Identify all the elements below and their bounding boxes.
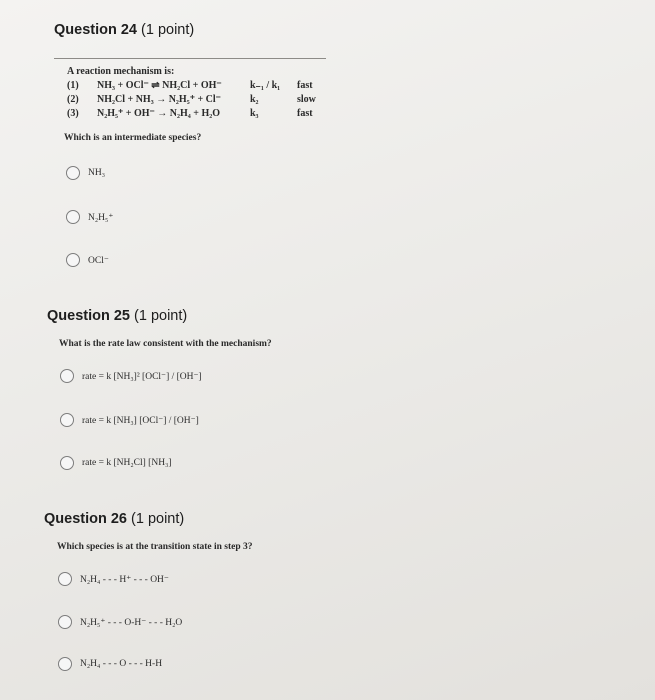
mechanism-step-3: (3) N₂H₅⁺ + OH⁻ → N₂H₄ + H₂O k₃ fast xyxy=(67,108,313,119)
answer-option[interactable]: rate = k [NH₂Cl] [NH₃] xyxy=(60,453,172,473)
answer-option[interactable]: N₂H₄ - - - O - - - H-H xyxy=(58,654,162,674)
answer-option[interactable]: N₂H₅⁺ - - - O-H⁻ - - - H₂O xyxy=(58,612,182,632)
question-24-points: (1 point) xyxy=(141,22,195,38)
answer-option[interactable]: OCl⁻ xyxy=(66,250,109,270)
question-25-points: (1 point) xyxy=(134,308,188,324)
radio-button[interactable] xyxy=(58,572,72,586)
radio-button[interactable] xyxy=(66,210,80,224)
question-24-prompt: Which is an intermediate species? xyxy=(64,133,202,143)
mechanism-block xyxy=(67,66,316,122)
answer-option[interactable]: N₂H₄ - - - H⁺ - - - OH⁻ xyxy=(58,569,169,589)
radio-button[interactable] xyxy=(58,657,72,671)
divider xyxy=(54,58,326,59)
answer-option[interactable]: NH₃ xyxy=(66,163,105,183)
answer-option[interactable]: N₂H₅⁺ xyxy=(66,207,113,227)
radio-button[interactable] xyxy=(60,369,74,383)
question-25-title: Question 25 (1 point) xyxy=(47,308,188,324)
question-25-prompt: What is the rate law consistent with the mechanism? xyxy=(59,339,272,349)
answer-option[interactable]: rate = k [NH₃]² [OCl⁻] / [OH⁻] xyxy=(60,366,202,386)
question-24-title: Question 24 (1 point) xyxy=(54,22,195,38)
mechanism-step-2: (2) NH₂Cl + NH₃ → N₂H₅⁺ + Cl⁻ k₂ slow xyxy=(67,94,316,105)
mechanism-intro: A reaction mechanism is: xyxy=(67,66,175,77)
mechanism-step-1: (1) NH₃ + OCl⁻ ⇌ NH₂Cl + OH⁻ k₋₁ / k₁ fast xyxy=(67,80,313,91)
radio-button[interactable] xyxy=(60,456,74,470)
question-26-title: Question 26 (1 point) xyxy=(44,511,185,527)
radio-button[interactable] xyxy=(60,413,74,427)
question-26-points: (1 point) xyxy=(131,511,185,527)
radio-button[interactable] xyxy=(66,166,80,180)
radio-button[interactable] xyxy=(66,253,80,267)
radio-button[interactable] xyxy=(58,615,72,629)
question-26-prompt: Which species is at the transition state in step 3? xyxy=(57,542,253,552)
answer-option[interactable]: rate = k [NH₃] [OCl⁻] / [OH⁻] xyxy=(60,410,199,430)
